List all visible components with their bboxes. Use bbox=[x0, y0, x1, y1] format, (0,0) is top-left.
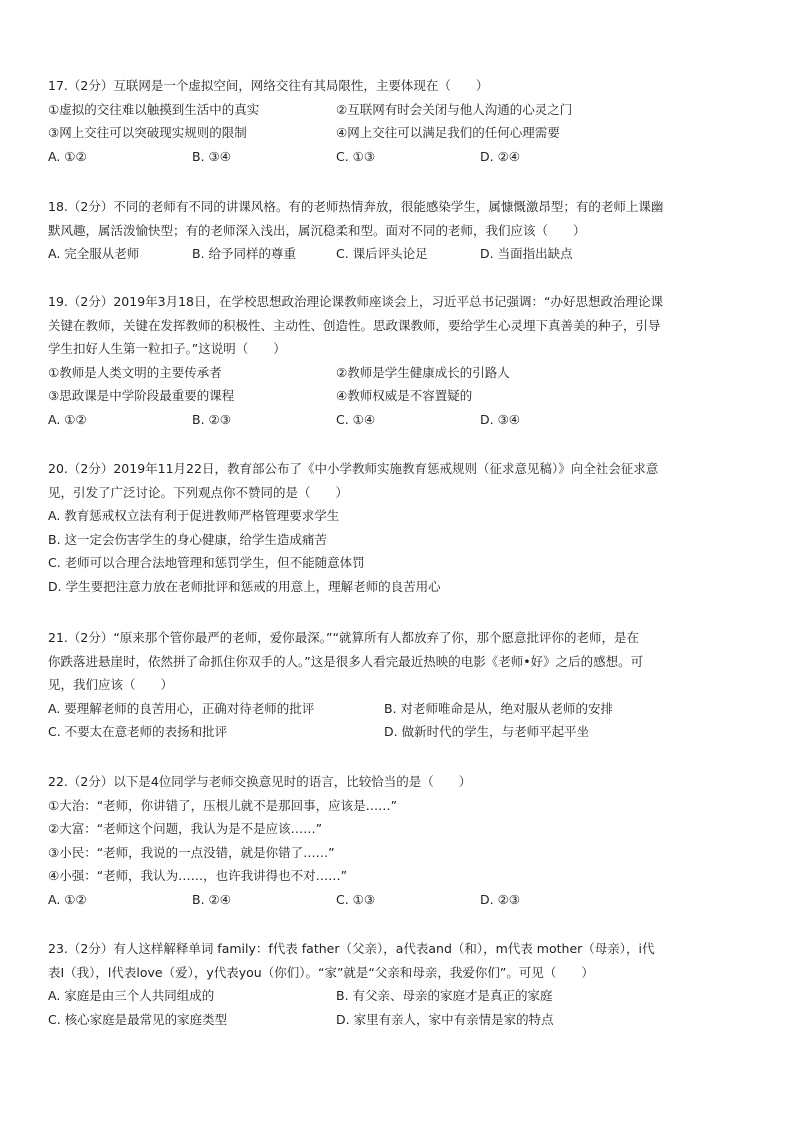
options-row bbox=[48, 984, 748, 1008]
option-b: B. ②③ bbox=[192, 411, 231, 427]
question-stem: 22.（2分）以下是4位同学与老师交换意见时的语言，比较恰当的是（ ） bbox=[48, 774, 472, 789]
options-row bbox=[48, 145, 748, 169]
option-a: A. 家庭是由三个人共同组成的 bbox=[48, 988, 215, 1004]
option-d: D. 当面指出缺点 bbox=[480, 246, 573, 262]
statement-row bbox=[48, 384, 748, 408]
question-20 bbox=[48, 457, 748, 599]
question-18 bbox=[48, 195, 748, 266]
option-d: D. 学生要把注意力放在老师批评和惩戒的用意上，理解老师的良苦用心 bbox=[48, 578, 441, 594]
option-d: D. 家里有亲人，家中有亲情是家的特点 bbox=[336, 1011, 554, 1027]
options-row bbox=[48, 888, 748, 912]
statement: ②互联网有时会关闭与他人沟通的心灵之门 bbox=[336, 101, 573, 117]
statement: ②教师是学生健康成长的引路人 bbox=[336, 364, 510, 380]
options-row bbox=[48, 1008, 748, 1032]
options-row bbox=[48, 720, 748, 744]
statement: ①教师是人类文明的主要传承者 bbox=[48, 364, 222, 380]
question-stem: 20.（2分）2019年11月22日，教育部公布了《中小学教师实施教育惩戒规则（征求意见稿）》向全社会征求意 bbox=[48, 461, 659, 476]
question-19 bbox=[48, 290, 748, 432]
options-row bbox=[48, 242, 748, 266]
question-stem: 关键在教师，关键在发挥教师的积极性、主动性、创造性。思政课教师，要给学生心灵埋下真善美的种子，引导 bbox=[48, 317, 661, 333]
question-stem: 学生扣好人生第一粒扣子。”这说明（ ） bbox=[48, 341, 286, 357]
quote-line: ②大富：“老师这个问题，我认为是不是应该……” bbox=[48, 821, 323, 837]
question-stem: 18.（2分）不同的老师有不同的讲课风格。有的老师热情奔放，很能感染学生，属慷慨激昂型；有的老师上课幽 bbox=[48, 199, 664, 214]
option-a: A. 要理解老师的良苦用心，正确对待老师的批评 bbox=[48, 700, 315, 716]
statement: ③网上交往可以突破现实规则的限制 bbox=[48, 125, 247, 141]
option-c: C. 核心家庭是最常见的家庭类型 bbox=[48, 1011, 228, 1027]
question-stem: 19.（2分）2019年3月18日，在学校思想政治理论课教师座谈会上，习近平总书记强调：“办好思想政治理论课 bbox=[48, 294, 663, 309]
question-stem: 23.（2分）有人这样解释单词 family：f代表 father（父亲），a代表and（和），m代表 mother（母亲），i代 bbox=[48, 941, 655, 956]
statement: ④教师权威是不容置疑的 bbox=[336, 388, 473, 404]
statement-row bbox=[48, 121, 748, 145]
statement-row bbox=[48, 361, 748, 385]
question-stem: 21.（2分）“原来那个管你最严的老师，爱你最深。”“就算所有人都放弃了你，那个愿意批评你的老师，是在 bbox=[48, 630, 640, 645]
quote-line: ③小民：“老师，我说的一点没错，就是你错了……” bbox=[48, 844, 335, 860]
option-a: A. ①② bbox=[48, 411, 87, 427]
option-b: B. 给予同样的尊重 bbox=[192, 246, 297, 262]
option-d: D. 做新时代的学生，与老师平起平坐 bbox=[384, 724, 590, 740]
option-d: D. ③④ bbox=[480, 411, 520, 427]
statement: ①虚拟的交往难以触摸到生活中的真实 bbox=[48, 101, 260, 117]
option-b: B. 有父亲、母亲的家庭才是真正的家庭 bbox=[336, 988, 553, 1004]
question-stem: 见，引发了广泛讨论。下列观点你不赞同的是（ ） bbox=[48, 484, 349, 500]
option-c: C. ①③ bbox=[336, 891, 376, 907]
option-b: B. ③④ bbox=[192, 148, 231, 164]
question-stem: 17.（2分）互联网是一个虚拟空间，网络交往有其局限性，主要体现在（ ） bbox=[48, 78, 489, 93]
statement-row bbox=[48, 98, 748, 122]
question-stem: 默风趣，属活泼愉快型；有的老师深入浅出，属沉稳柔和型。面对不同的老师，我们应该（ ） bbox=[48, 222, 586, 238]
option-a: A. 教育惩戒权立法有利于促进教师严格管理要求学生 bbox=[48, 508, 340, 524]
option-b: B. ②④ bbox=[192, 891, 231, 907]
options-row bbox=[48, 697, 748, 721]
question-17 bbox=[48, 74, 748, 168]
statement: ④网上交往可以满足我们的任何心理需要 bbox=[336, 125, 560, 141]
option-c: C. 不要太在意老师的表扬和批评 bbox=[48, 724, 228, 740]
option-a: A. ①② bbox=[48, 148, 87, 164]
option-a: A. ①② bbox=[48, 891, 87, 907]
option-b: B. 对老师唯命是从，绝对服从老师的安排 bbox=[384, 700, 614, 716]
statement: ③思政课是中学阶段最重要的课程 bbox=[48, 388, 235, 404]
question-stem: 见，我们应该（ ） bbox=[48, 677, 174, 693]
option-c: C. ①③ bbox=[336, 148, 376, 164]
quote-line: ④小强：“老师，我认为……，也许我讲得也不对……” bbox=[48, 868, 348, 884]
option-c: C. ①④ bbox=[336, 411, 376, 427]
question-stem: 表I（我），l代表love（爱），y代表you（你们）。“家”就是“父亲和母亲，我爱你们”。可见（ ） bbox=[48, 964, 594, 980]
quote-line: ①大治：“老师，你讲错了，压根儿就不是那回事，应该是……” bbox=[48, 797, 398, 813]
option-a: A. 完全服从老师 bbox=[48, 246, 140, 262]
options-row bbox=[48, 408, 748, 432]
option-d: D. ②④ bbox=[480, 148, 520, 164]
question-21 bbox=[48, 626, 748, 744]
question-22 bbox=[48, 770, 748, 912]
option-b: B. 这一定会伤害学生的身心健康，给学生造成痛苦 bbox=[48, 531, 328, 547]
option-d: D. ②③ bbox=[480, 891, 520, 907]
option-c: C. 老师可以合理合法地管理和惩罚学生，但不能随意体罚 bbox=[48, 555, 365, 571]
question-23 bbox=[48, 937, 748, 1031]
option-c: C. 课后评头论足 bbox=[336, 246, 428, 262]
question-stem: 你跌落进悬崖时，依然拼了命抓住你双手的人。”这是很多人看完最近热映的电影《老师•好》之后的感想。可 bbox=[48, 653, 644, 669]
